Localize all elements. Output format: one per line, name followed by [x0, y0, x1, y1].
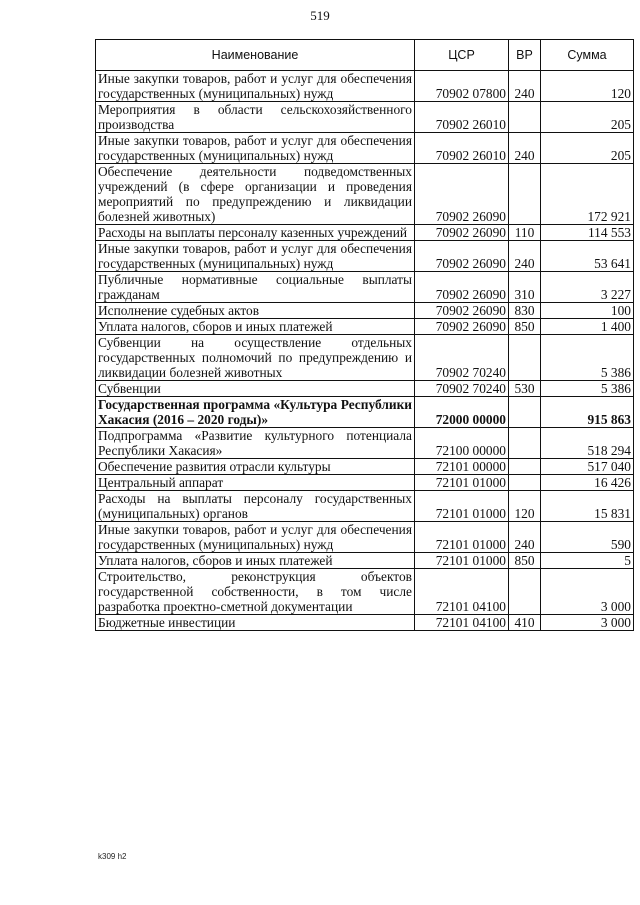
cell-vr: 110 — [509, 225, 541, 241]
cell-vr — [509, 428, 541, 459]
cell-sum: 518 294 — [541, 428, 634, 459]
table-row — [96, 381, 634, 397]
cell-vr: 240 — [509, 241, 541, 272]
cell-csr: 72101 04100 — [415, 615, 509, 631]
cell-sum: 53 641 — [541, 241, 634, 272]
cell-name: Иные закупки товаров, работ и услуг для обеспечения государственных (муниципальных) нужд — [96, 241, 415, 272]
table-row — [96, 475, 634, 491]
cell-vr: 830 — [509, 303, 541, 319]
header-sum: Сумма — [541, 40, 634, 71]
cell-name: Расходы на выплаты персоналу казенных учреждений — [96, 225, 415, 241]
header-vr: ВР — [509, 40, 541, 71]
cell-vr: 530 — [509, 381, 541, 397]
cell-csr: 70902 70240 — [415, 335, 509, 381]
cell-vr: 410 — [509, 615, 541, 631]
cell-sum: 100 — [541, 303, 634, 319]
cell-sum: 120 — [541, 71, 634, 102]
cell-name: Государственная программа «Культура Республики Хакасия (2016 – 2020 годы)» — [96, 397, 415, 428]
cell-csr: 72101 01000 — [415, 475, 509, 491]
cell-vr — [509, 397, 541, 428]
table-row — [96, 225, 634, 241]
cell-sum: 1 400 — [541, 319, 634, 335]
cell-sum: 590 — [541, 522, 634, 553]
cell-sum: 5 386 — [541, 381, 634, 397]
table-row — [96, 164, 634, 225]
cell-name: Бюджетные инвестиции — [96, 615, 415, 631]
cell-vr: 850 — [509, 319, 541, 335]
cell-vr: 120 — [509, 491, 541, 522]
table-row — [96, 615, 634, 631]
cell-sum: 3 000 — [541, 569, 634, 615]
cell-csr: 70902 26090 — [415, 225, 509, 241]
cell-vr — [509, 459, 541, 475]
table-row — [96, 319, 634, 335]
cell-sum: 915 863 — [541, 397, 634, 428]
cell-name: Мероприятия в области сельскохозяйственного производства — [96, 102, 415, 133]
cell-vr: 240 — [509, 522, 541, 553]
cell-vr: 850 — [509, 553, 541, 569]
table-row — [96, 272, 634, 303]
cell-csr: 70902 26090 — [415, 241, 509, 272]
cell-sum: 15 831 — [541, 491, 634, 522]
cell-csr: 70902 70240 — [415, 381, 509, 397]
table-row — [96, 71, 634, 102]
table-row — [96, 428, 634, 459]
table-row — [96, 522, 634, 553]
cell-csr: 72101 01000 — [415, 491, 509, 522]
cell-vr: 240 — [509, 133, 541, 164]
cell-csr: 70902 26090 — [415, 303, 509, 319]
cell-name: Публичные нормативные социальные выплаты гражданам — [96, 272, 415, 303]
cell-name: Иные закупки товаров, работ и услуг для обеспечения государственных (муниципальных) нужд — [96, 522, 415, 553]
cell-name: Обеспечение развития отрасли культуры — [96, 459, 415, 475]
cell-sum: 5 386 — [541, 335, 634, 381]
cell-vr — [509, 569, 541, 615]
cell-vr — [509, 164, 541, 225]
table-body — [96, 71, 634, 631]
table-row — [96, 102, 634, 133]
cell-csr: 70902 07800 — [415, 71, 509, 102]
header-name: Наименование — [96, 40, 415, 71]
cell-sum: 5 — [541, 553, 634, 569]
cell-sum: 114 553 — [541, 225, 634, 241]
cell-name: Иные закупки товаров, работ и услуг для обеспечения государственных (муниципальных) нужд — [96, 71, 415, 102]
cell-name: Иные закупки товаров, работ и услуг для обеспечения государственных (муниципальных) нужд — [96, 133, 415, 164]
cell-vr: 310 — [509, 272, 541, 303]
cell-name: Уплата налогов, сборов и иных платежей — [96, 553, 415, 569]
table-header-row — [96, 40, 634, 71]
cell-sum: 3 227 — [541, 272, 634, 303]
cell-csr: 72101 04100 — [415, 569, 509, 615]
cell-csr: 72101 00000 — [415, 459, 509, 475]
cell-csr: 70902 26010 — [415, 133, 509, 164]
header-csr: ЦСР — [415, 40, 509, 71]
cell-csr: 72100 00000 — [415, 428, 509, 459]
cell-vr — [509, 102, 541, 133]
cell-csr: 70902 26090 — [415, 319, 509, 335]
cell-sum: 205 — [541, 133, 634, 164]
cell-name: Строительство, реконструкция объектов государственной собственности, в том числе разработка проектно-сметной документации — [96, 569, 415, 615]
cell-name: Центральный аппарат — [96, 475, 415, 491]
cell-name: Расходы на выплаты персоналу государственных (муниципальных) органов — [96, 491, 415, 522]
cell-sum: 517 040 — [541, 459, 634, 475]
cell-csr: 70902 26090 — [415, 164, 509, 225]
table-row — [96, 133, 634, 164]
page-number: 519 — [310, 8, 330, 23]
cell-csr: 70902 26090 — [415, 272, 509, 303]
cell-csr: 72101 01000 — [415, 553, 509, 569]
table-row — [96, 397, 634, 428]
cell-name: Уплата налогов, сборов и иных платежей — [96, 319, 415, 335]
cell-sum: 205 — [541, 102, 634, 133]
cell-name: Субвенции на осуществление отдельных государственных полномочий по предупреждению и ликвидации болезней животных — [96, 335, 415, 381]
table-row — [96, 335, 634, 381]
cell-csr: 72101 01000 — [415, 522, 509, 553]
cell-name: Исполнение судебных актов — [96, 303, 415, 319]
budget-table — [95, 39, 634, 631]
cell-vr — [509, 335, 541, 381]
cell-vr — [509, 475, 541, 491]
cell-csr: 70902 26010 — [415, 102, 509, 133]
cell-sum: 16 426 — [541, 475, 634, 491]
table-row — [96, 459, 634, 475]
table-row — [96, 553, 634, 569]
cell-sum: 172 921 — [541, 164, 634, 225]
cell-name: Субвенции — [96, 381, 415, 397]
cell-name: Подпрограмма «Развитие культурного потенциала Республики Хакасия» — [96, 428, 415, 459]
cell-sum: 3 000 — [541, 615, 634, 631]
cell-csr: 72000 00000 — [415, 397, 509, 428]
table-row — [96, 241, 634, 272]
cell-vr: 240 — [509, 71, 541, 102]
table-row — [96, 569, 634, 615]
footer-code: k309 h2 — [98, 852, 127, 861]
cell-name: Обеспечение деятельности подведомственных учреждений (в сфере организации и проведения мероприятий по предупреждению и ликвидации болезней животных) — [96, 164, 415, 225]
table-row — [96, 491, 634, 522]
table-row — [96, 303, 634, 319]
